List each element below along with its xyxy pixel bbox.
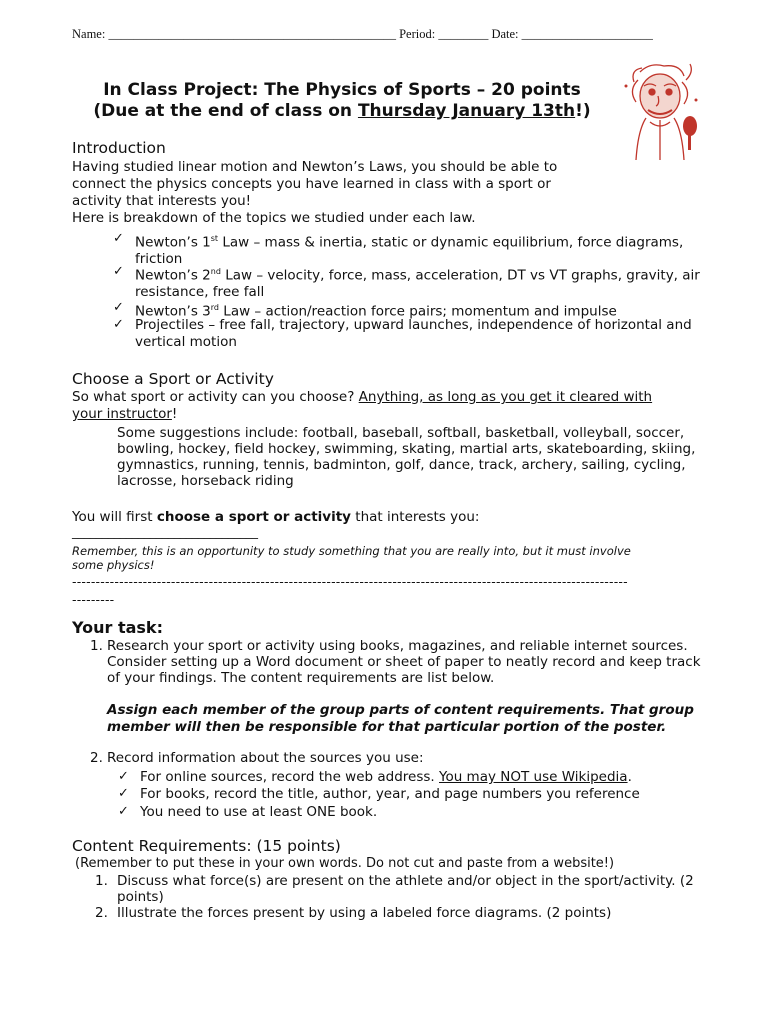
list-item: For online sources, record the web address. You may NOT use Wikipedia.: [140, 769, 632, 785]
check-icon: ✓: [118, 769, 129, 784]
requirement-2: Illustrate the forces present by using a labeled force diagrams. (2 points): [117, 905, 612, 921]
period-label: Period:: [399, 27, 436, 41]
name-label: Name:: [72, 27, 106, 41]
topics-intro: Here is breakdown of the topics we studied under each law.: [72, 210, 476, 226]
choose-instruction: You will first choose a sport or activity that interests you:: [72, 509, 480, 525]
your-task-heading: Your task:: [72, 618, 163, 637]
task-item-1: Research your sport or activity using books, magazines, and reliable internet sources. Consider setting up a Word document or sheet of paper to neatly record and keep track of your findings. The content requirements are list below.: [107, 638, 701, 686]
content-requirements-heading: Content Requirements: (15 points): [72, 837, 341, 855]
name-blank: ______________________________________________: [108, 27, 396, 41]
einstein-caricature-icon: [620, 60, 702, 170]
student-info-header: [72, 27, 653, 42]
divider-dashes-cont: ---------: [72, 592, 115, 607]
task-item-2-number: 2.: [90, 750, 103, 766]
choose-question: So what sport or activity can you choose? Anything, as long as you get it cleared with your instructor!: [72, 389, 653, 422]
task-item-2: Record information about the sources you use:: [107, 750, 424, 766]
task-item-1-number: 1.: [90, 638, 103, 654]
check-icon: ✓: [113, 300, 124, 315]
due-date-line: (Due at the end of class on Thursday January 13th!): [93, 101, 591, 121]
requirement-2-number: 2.: [95, 905, 108, 921]
choose-sport-heading: Choose a Sport or Activity: [72, 370, 274, 388]
period-blank: ________: [438, 27, 489, 41]
reminder-note: Remember, this is an opportunity to study something that you are really into, but it must involve some physics!: [72, 544, 631, 572]
list-item: Newton’s 1st Law – mass & inertia, static or dynamic equilibrium, force diagrams, friction: [135, 234, 684, 267]
list-item: You need to use at least ONE book.: [140, 804, 378, 820]
page-title: In Class Project: The Physics of Sports – 20 points: [103, 80, 581, 100]
divider-dashes: ----------------------------------------------------------------------------------------------------------------------: [72, 574, 628, 589]
introduction-heading: Introduction: [72, 139, 166, 157]
check-icon: ✓: [113, 231, 124, 246]
list-item: Newton’s 2nd Law – velocity, force, mass, acceleration, DT vs VT graphs, gravity, air resistance, free fall: [135, 267, 700, 300]
check-icon: ✓: [113, 317, 124, 332]
requirement-1: Discuss what force(s) are present on the athlete and/or object in the sport/activity. (2 points): [117, 873, 694, 905]
sport-answer-blank[interactable]: _______________________________: [72, 525, 258, 539]
date-label: Date:: [491, 27, 519, 41]
intro-paragraph: Having studied linear motion and Newton’s Laws, you should be able to connect the physics concepts you have learned in class with a sport or activity that interests you! Here is breakdown of the topics we studied under each law.: [72, 159, 558, 226]
check-icon: ✓: [118, 786, 129, 801]
list-item: For books, record the title, author, year, and page numbers you reference: [140, 786, 640, 802]
date-blank: _____________________: [521, 27, 653, 41]
requirement-1-number: 1.: [95, 873, 108, 889]
content-note: (Remember to put these in your own words. Do not cut and paste from a website!): [75, 856, 615, 871]
assign-members-note: Assign each member of the group parts of content requirements. That group member will then be responsible for that particular portion of the poster.: [107, 702, 694, 735]
check-icon: ✓: [118, 804, 129, 819]
list-item: Newton’s 3rd Law – action/reaction force pairs; momentum and impulse: [135, 303, 617, 320]
check-icon: ✓: [113, 264, 124, 279]
sport-suggestions: Some suggestions include: football, baseball, softball, basketball, volleyball, soccer, bowling, hockey, field hockey, swimming, skating, martial arts, skateboarding, skiing, gymnastics, running, tennis, badminton, golf, dance, track, archery, sailing, cycling, lacrosse, horseback riding: [117, 425, 696, 489]
due-date: Thursday January 13th: [357, 101, 576, 121]
list-item: Projectiles – free fall, trajectory, upward launches, independence of horizontal and vertical motion: [135, 317, 692, 350]
